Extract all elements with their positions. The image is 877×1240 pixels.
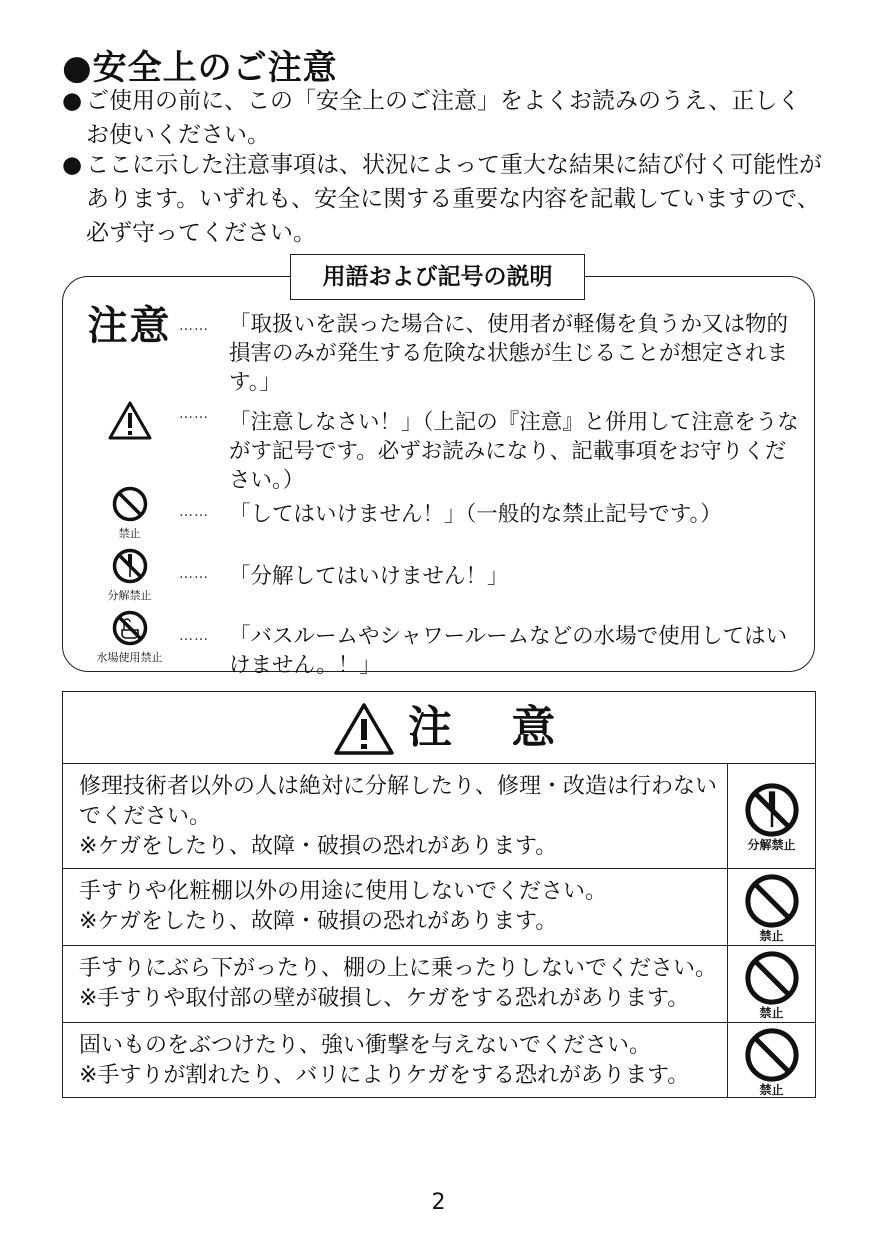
caution-note: ※ケガをしたり、故障・破損の恐れがあります。: [79, 909, 558, 934]
leader-dots: ……: [179, 318, 209, 334]
warning-triangle-icon: [108, 400, 152, 440]
icon-caption: 禁止: [759, 1006, 784, 1020]
no-disassembly-icon: [744, 782, 800, 838]
leader-dots: ……: [179, 566, 209, 582]
intro-bullet-2: [62, 148, 822, 250]
caution-table-title: 注 意: [408, 702, 578, 753]
no-disassembly-icon: [112, 548, 148, 584]
legend-desc-prohibition: 「してはいけません！」（一般的な禁止記号です。）: [229, 502, 722, 527]
intro-text-1: ご使用の前に、この「安全上のご注意」をよくお読みのうえ、正しくお使いください。: [86, 88, 801, 148]
caution-row-1: [63, 764, 815, 869]
icon-caption: 分解禁止: [107, 589, 152, 602]
prohibition-icon: [744, 950, 800, 1006]
caution-table-header: [63, 692, 815, 764]
caution-icon-cell: [727, 946, 815, 1022]
caution-text: 固いものをぶつけたり、強い衝撃を与えないでください。: [79, 1033, 652, 1058]
leader-dots: ……: [179, 406, 209, 422]
prohibition-icon: [112, 486, 148, 522]
legend-desc-caution: 「取扱いを誤った場合に、使用者が軽傷を負うか又は物的損害のみが発生する危険な状態が生じることが想定されます。」: [229, 312, 789, 395]
caution-icon-cell: [727, 764, 815, 868]
icon-caption: 水場使用禁止: [96, 651, 163, 664]
legend-desc-no-water-area: 「バスルームやシャワールームなどの水場で使用してはいけません。！」: [229, 624, 788, 678]
caution-word: 注意: [87, 303, 172, 349]
caution-text: 手すりや化粧棚以外の用途に使用しないでください。: [79, 879, 608, 904]
caution-note: ※手すりが割れたり、バリによりケガをする恐れがあります。: [79, 1063, 690, 1088]
icon-caption: 禁止: [759, 1083, 784, 1097]
caution-row-2: [63, 869, 815, 946]
intro-bullet-1: [62, 84, 822, 152]
intro-text-2: ここに示した注意事項は、状況によって重大な結果に結び付く可能性があります。いずれも、安全に関する重要な内容を記載していますので、必ず守ってください。: [86, 152, 822, 246]
caution-row-4: [63, 1023, 815, 1098]
icon-caption: 分解禁止: [747, 838, 796, 852]
legend-desc-no-disassembly: 「分解してはいけません！」: [229, 564, 509, 589]
legend-title: 用語および記号の説明: [290, 254, 585, 300]
warning-triangle-icon: [333, 702, 395, 756]
bullet-marker: ●: [62, 152, 83, 178]
no-water-area-icon: [112, 610, 148, 646]
prohibition-icon: [744, 1027, 800, 1083]
page-number: 2: [431, 1190, 446, 1215]
caution-text: 修理技術者以外の人は絶対に分解したり、修理・改造は行わないでください。: [79, 774, 718, 829]
prohibition-icon: [744, 873, 800, 929]
leader-dots: ……: [179, 504, 209, 520]
icon-caption: 禁止: [118, 527, 141, 540]
bullet-marker: ●: [62, 88, 83, 114]
caution-table: [62, 691, 816, 1098]
icon-caption: 禁止: [759, 929, 784, 943]
caution-icon-cell: [727, 1023, 815, 1098]
caution-note: ※ケガをしたり、故障・破損の恐れがあります。: [79, 834, 558, 859]
caution-text: 手すりにぶら下がったり、棚の上に乗ったりしないでください。: [79, 956, 718, 981]
legend-desc-warning: 「注意しなさい！」（上記の『注意』と併用して注意をうながす記号です。必ずお読みになり、記載事項をお守りください。）: [229, 410, 799, 493]
page-title: ●安全上のご注意: [62, 48, 338, 88]
caution-icon-cell: [727, 869, 815, 945]
leader-dots: ……: [179, 628, 209, 644]
caution-row-3: [63, 946, 815, 1023]
caution-note: ※手すりや取付部の壁が破損し、ケガをする恐れがあります。: [79, 986, 690, 1011]
